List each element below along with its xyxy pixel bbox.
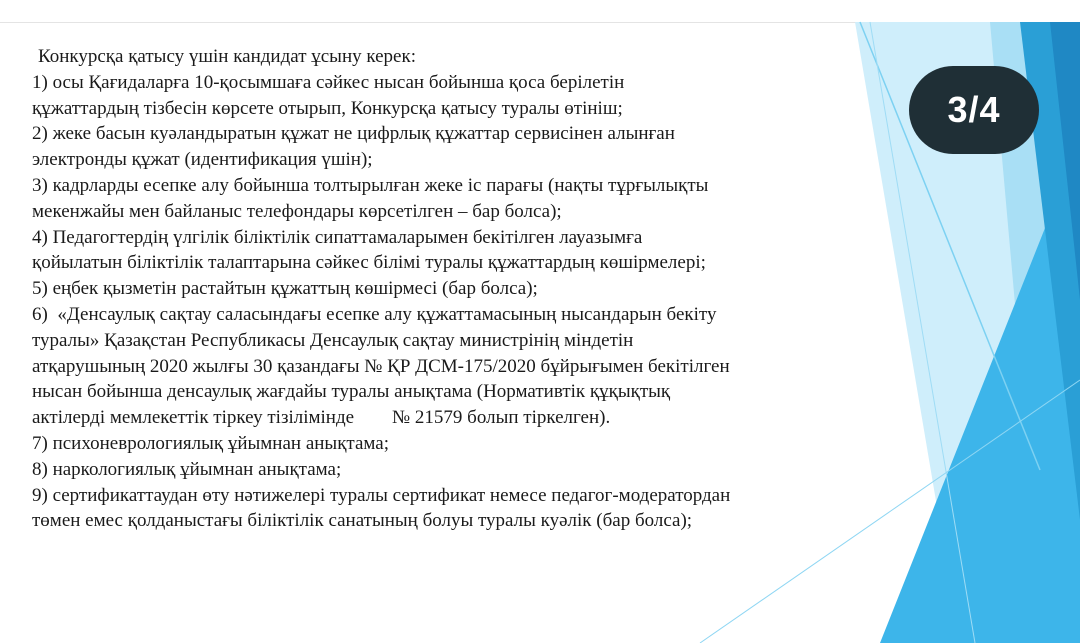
- text-line: 4) Педагогтердің үлгілік біліктілік сипаттамаларымен бекітілген лауазымға: [32, 226, 643, 248]
- text-line: электронды құжат (идентификация үшін);: [32, 149, 373, 171]
- text-line: атқарушының 2020 жылғы 30 қазандағы № ҚР ДСМ-175/2020 бұйрығымен бекітілген: [32, 355, 730, 377]
- text-line: құжаттардың тізбесін көрсете отырып, Конкурсқа қатысу туралы өтініш;: [32, 97, 623, 119]
- slide-body-text: [32, 44, 862, 534]
- text-line: 1) осы Қағидаларға 10-қосымшаға сәйкес нысан бойынша қоса берілетін: [32, 71, 625, 93]
- text-line: 6) «Денсаулық сақтау саласындағы есепке алу құжаттамасының нысандарын бекіту: [32, 303, 717, 325]
- text-line: қойылатын біліктілік талаптарына сәйкес білімі туралы құжаттардың көшірмелері;: [32, 252, 706, 274]
- text-line: мекенжайы мен байланыс телефондары көрсетілген – бар болса);: [32, 200, 562, 222]
- text-line: туралы» Қазақстан Республикасы Денсаулық сақтау министрінің міндетін: [32, 329, 634, 351]
- text-line: 3) кадрларды есепке алу бойынша толтырылған жеке іс парағы (нақты тұрғылықты: [32, 174, 709, 196]
- page-indicator-badge: 3/4: [909, 66, 1039, 154]
- text-line: 9) сертификаттаудан өту нәтижелері туралы сертификат немесе педагог-модератордан: [32, 484, 731, 506]
- text-line: 7) психоневрологиялық ұйымнан анықтама;: [32, 432, 390, 454]
- text-line: 2) жеке басын куәландыратын құжат не цифрлық құжаттар сервисінен алынған: [32, 123, 675, 145]
- text-line: нысан бойынша денсаулық жағдайы туралы анықтама (Нормативтік құқықтық: [32, 381, 671, 403]
- text-line: 5) еңбек қызметін растайтын құжаттың көшірмесі (бар болса);: [32, 278, 538, 300]
- text-line: 8) наркологиялық ұйымнан анықтама;: [32, 458, 342, 480]
- intro-line: Конкурсқа қатысу үшін кандидат ұсыну керек:: [38, 46, 416, 67]
- text-line: төмен емес қолданыстағы біліктілік санатының болуы туралы куәлік (бар болса);: [32, 510, 693, 532]
- text-line: актілерді мемлекеттік тіркеу тізілімінде № 21579 болып тіркелген).: [32, 407, 611, 429]
